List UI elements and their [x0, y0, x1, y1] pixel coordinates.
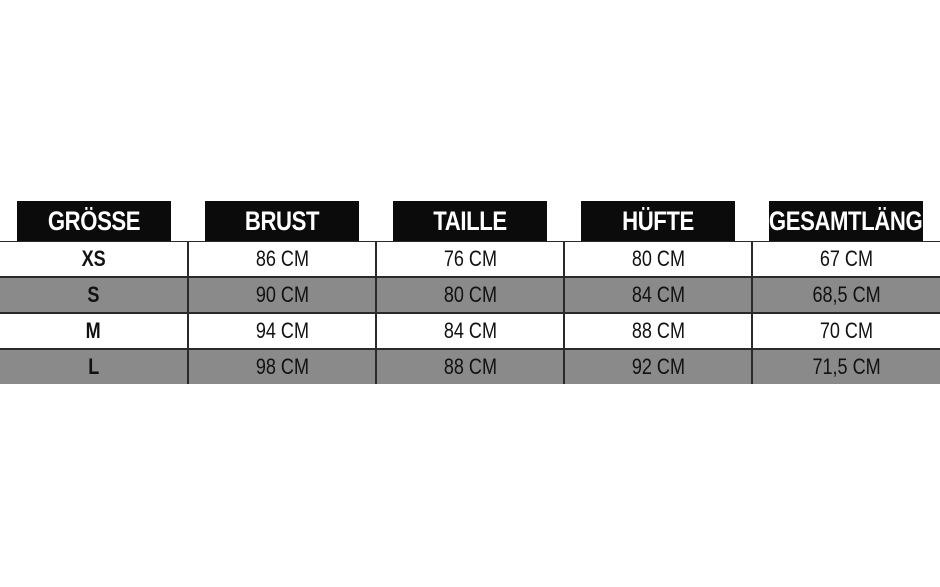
taille-cell: 76 CM — [376, 242, 564, 278]
taille-cell: 84 CM — [376, 313, 564, 349]
table-body — [0, 242, 940, 385]
gesamtlaenge-cell: 70 CM — [752, 313, 940, 349]
table-row — [0, 242, 940, 278]
size-cell: XS — [0, 242, 188, 278]
table-row — [0, 277, 940, 313]
gesamtlaenge-cell: 71,5 CM — [752, 349, 940, 384]
header-gesamtlaenge: GESAMTLÄNGE — [769, 201, 923, 242]
size-cell: M — [0, 313, 188, 349]
taille-cell: 80 CM — [376, 277, 564, 313]
brust-cell: 86 CM — [188, 242, 376, 278]
huefte-cell: 88 CM — [564, 313, 752, 349]
size-cell: S — [0, 277, 188, 313]
header-groesse: GRÖSSE — [17, 201, 171, 242]
table-row — [0, 349, 940, 384]
brust-cell: 98 CM — [188, 349, 376, 384]
header-taille: TAILLE — [393, 201, 547, 242]
table-header — [0, 201, 940, 242]
gesamtlaenge-cell: 68,5 CM — [752, 277, 940, 313]
brust-cell: 94 CM — [188, 313, 376, 349]
header-brust: BRUST — [205, 201, 359, 242]
huefte-cell: 92 CM — [564, 349, 752, 384]
gesamtlaenge-cell: 67 CM — [752, 242, 940, 278]
table-row — [0, 313, 940, 349]
brust-cell: 90 CM — [188, 277, 376, 313]
header-huefte: HÜFTE — [581, 201, 735, 242]
size-chart-table — [0, 201, 940, 384]
taille-cell: 88 CM — [376, 349, 564, 384]
header-row — [0, 201, 940, 242]
size-cell: L — [0, 349, 188, 384]
huefte-cell: 80 CM — [564, 242, 752, 278]
huefte-cell: 84 CM — [564, 277, 752, 313]
